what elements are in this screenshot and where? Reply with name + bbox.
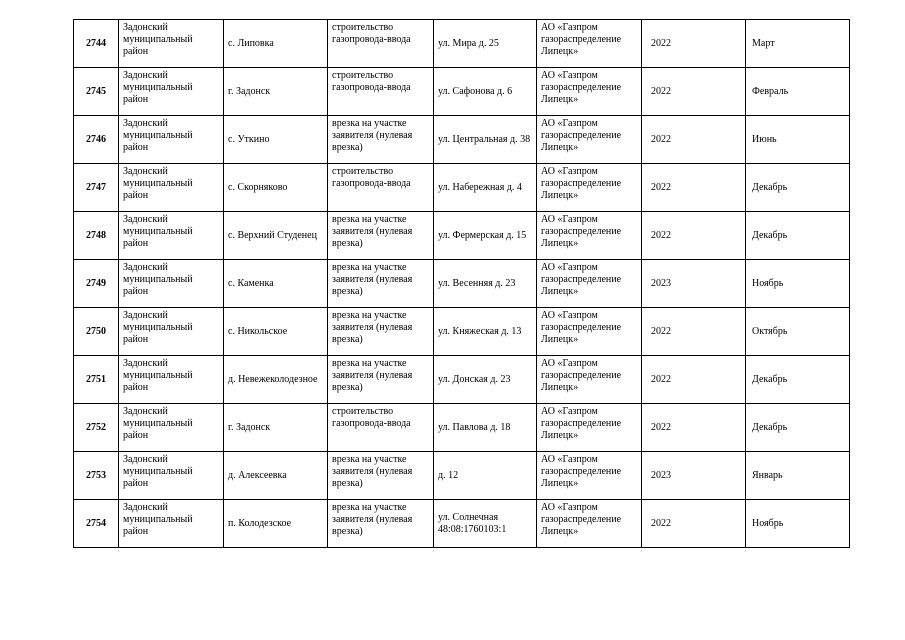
address-cell: ул. Княжеская д. 13 (434, 308, 537, 356)
work-type-cell: врезка на участке заявителя (нулевая врезка) (328, 452, 434, 500)
district-cell: Задонский муниципальный район (119, 260, 224, 308)
month-cell: Январь (746, 452, 850, 500)
district-cell: Задонский муниципальный район (119, 500, 224, 548)
district-cell: Задонский муниципальный район (119, 116, 224, 164)
locality-cell: с. Липовка (224, 20, 328, 68)
year-cell: 2022 (642, 164, 746, 212)
row-number: 2752 (74, 404, 119, 452)
work-type-cell: строительство газопровода-ввода (328, 164, 434, 212)
address-cell: д. 12 (434, 452, 537, 500)
year-cell: 2022 (642, 404, 746, 452)
address-cell: ул. Донская д. 23 (434, 356, 537, 404)
locality-cell: с. Каменка (224, 260, 328, 308)
organization-cell: АО «Газпром газораспределение Липецк» (537, 20, 642, 68)
month-cell: Ноябрь (746, 260, 850, 308)
work-type-cell: строительство газопровода-ввода (328, 404, 434, 452)
address-cell: ул. Сафонова д. 6 (434, 68, 537, 116)
row-number: 2747 (74, 164, 119, 212)
address-cell: ул. Фермерская д. 15 (434, 212, 537, 260)
table-row (74, 164, 850, 212)
year-cell: 2023 (642, 260, 746, 308)
year-cell: 2022 (642, 212, 746, 260)
district-cell: Задонский муниципальный район (119, 68, 224, 116)
address-cell: ул. Набережная д. 4 (434, 164, 537, 212)
district-cell: Задонский муниципальный район (119, 164, 224, 212)
table-row (74, 260, 850, 308)
locality-cell: с. Уткино (224, 116, 328, 164)
organization-cell: АО «Газпром газораспределение Липецк» (537, 260, 642, 308)
table-row (74, 68, 850, 116)
work-type-cell: врезка на участке заявителя (нулевая врезка) (328, 260, 434, 308)
work-type-cell: врезка на участке заявителя (нулевая врезка) (328, 500, 434, 548)
row-number: 2749 (74, 260, 119, 308)
year-cell: 2022 (642, 116, 746, 164)
work-type-cell: врезка на участке заявителя (нулевая врезка) (328, 356, 434, 404)
work-type-cell: строительство газопровода-ввода (328, 20, 434, 68)
locality-cell: п. Колодезское (224, 500, 328, 548)
row-number: 2748 (74, 212, 119, 260)
district-cell: Задонский муниципальный район (119, 308, 224, 356)
organization-cell: АО «Газпром газораспределение Липецк» (537, 452, 642, 500)
locality-cell: д. Невежеколодезное (224, 356, 328, 404)
year-cell: 2022 (642, 20, 746, 68)
locality-cell: г. Задонск (224, 404, 328, 452)
table-row (74, 356, 850, 404)
table-row (74, 308, 850, 356)
year-cell: 2022 (642, 356, 746, 404)
year-cell: 2023 (642, 452, 746, 500)
locality-cell: д. Алексеевка (224, 452, 328, 500)
month-cell: Декабрь (746, 212, 850, 260)
locality-cell: с. Никольское (224, 308, 328, 356)
locality-cell: г. Задонск (224, 68, 328, 116)
row-number: 2751 (74, 356, 119, 404)
month-cell: Октябрь (746, 308, 850, 356)
organization-cell: АО «Газпром газораспределение Липецк» (537, 116, 642, 164)
table-row (74, 404, 850, 452)
row-number: 2744 (74, 20, 119, 68)
gasification-table (73, 19, 850, 548)
year-cell: 2022 (642, 68, 746, 116)
row-number: 2750 (74, 308, 119, 356)
table-row (74, 452, 850, 500)
organization-cell: АО «Газпром газораспределение Липецк» (537, 404, 642, 452)
organization-cell: АО «Газпром газораспределение Липецк» (537, 356, 642, 404)
address-cell: ул. Солнечная 48:08:1760103:1 (434, 500, 537, 548)
month-cell: Февраль (746, 68, 850, 116)
month-cell: Март (746, 20, 850, 68)
row-number: 2753 (74, 452, 119, 500)
organization-cell: АО «Газпром газораспределение Липецк» (537, 164, 642, 212)
table-row (74, 20, 850, 68)
district-cell: Задонский муниципальный район (119, 212, 224, 260)
district-cell: Задонский муниципальный район (119, 20, 224, 68)
year-cell: 2022 (642, 500, 746, 548)
district-cell: Задонский муниципальный район (119, 404, 224, 452)
address-cell: ул. Павлова д. 18 (434, 404, 537, 452)
locality-cell: с. Скорняково (224, 164, 328, 212)
organization-cell: АО «Газпром газораспределение Липецк» (537, 212, 642, 260)
locality-cell: с. Верхний Студенец (224, 212, 328, 260)
month-cell: Июнь (746, 116, 850, 164)
table-row (74, 500, 850, 548)
table-row (74, 116, 850, 164)
organization-cell: АО «Газпром газораспределение Липецк» (537, 500, 642, 548)
row-number: 2745 (74, 68, 119, 116)
organization-cell: АО «Газпром газораспределение Липецк» (537, 68, 642, 116)
address-cell: ул. Центральная д. 38 (434, 116, 537, 164)
month-cell: Декабрь (746, 356, 850, 404)
row-number: 2754 (74, 500, 119, 548)
table-row (74, 212, 850, 260)
month-cell: Декабрь (746, 404, 850, 452)
work-type-cell: строительство газопровода-ввода (328, 68, 434, 116)
organization-cell: АО «Газпром газораспределение Липецк» (537, 308, 642, 356)
address-cell: ул. Мира д. 25 (434, 20, 537, 68)
year-cell: 2022 (642, 308, 746, 356)
work-type-cell: врезка на участке заявителя (нулевая врезка) (328, 212, 434, 260)
work-type-cell: врезка на участке заявителя (нулевая врезка) (328, 116, 434, 164)
row-number: 2746 (74, 116, 119, 164)
district-cell: Задонский муниципальный район (119, 452, 224, 500)
month-cell: Ноябрь (746, 500, 850, 548)
district-cell: Задонский муниципальный район (119, 356, 224, 404)
month-cell: Декабрь (746, 164, 850, 212)
work-type-cell: врезка на участке заявителя (нулевая врезка) (328, 308, 434, 356)
address-cell: ул. Весенняя д. 23 (434, 260, 537, 308)
